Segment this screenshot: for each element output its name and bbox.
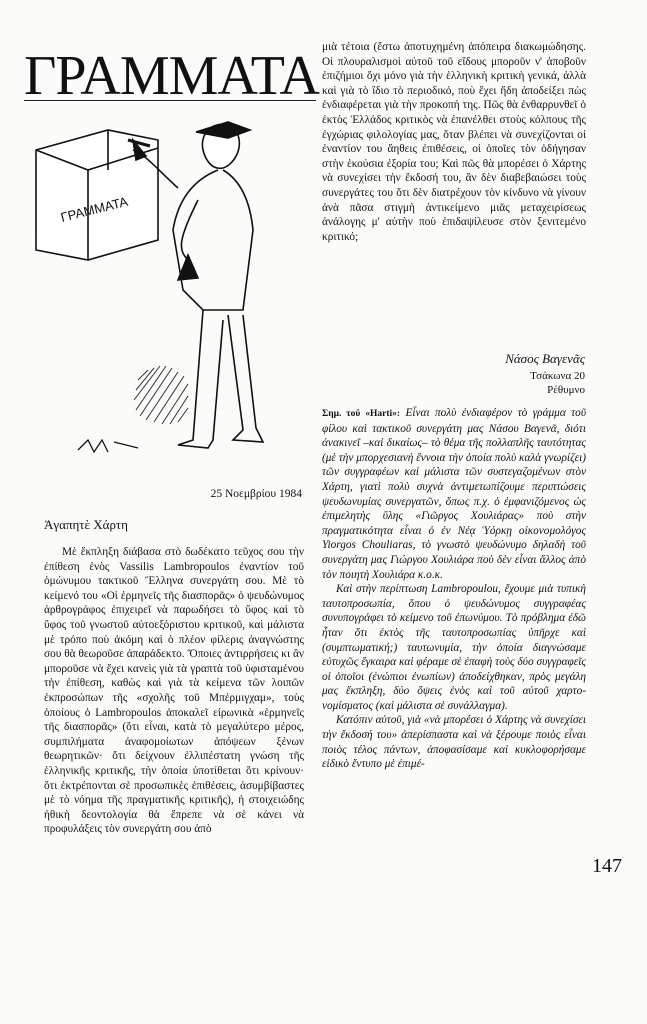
section-title: ΓΡΑΜΜΑΤΑ — [24, 45, 319, 107]
author-signature: Νάσος Βαγενᾶς — [505, 351, 585, 366]
letter-body-left — [44, 545, 304, 837]
editors-note-text-1: Εἶναι πολὺ ἐνδιαφέρον τὸ γράμμα τοῦ φίλου καὶ τακτικοῦ συνεργάτη μας Νάσου Βαγενᾶ, διότι ἀνακινεῖ –καὶ δικαίως– τὸ θέμα τῆς πολλαπλῆς ταυτότητας (μὲ τὴν μπορχεσιανὴ ἔννοια τὴν ὁποία πολὺ καλὰ γνωρίζει) τῶν συγγραφέων καὶ μάλιστα τῶν συστεγαζομένων στὸν Χάρτη, γιατὶ πολὺ συχνὰ ἀντιμετωπίζουμε περιπτώσεις ψευδωνυμίας συνεργατῶν, ὅπως π.χ. ὁ ἐμφανιζόμενος ὡς ἐπιμελητὴς ὕλης «Γιῶργος Χουλιάρας» ποὺ στὴν πραγματικότητα εἶναι ὁ ἐν Νέᾳ Ὑόρκῃ οἰκονομολόγος Yiorgos Chouliaras, τὸ γνωστὸ ψευδώνυμο δηλαδὴ τοῦ συνεργάτη μας Γιώργου Χουλιάρα ποὺ δὲν εἶναι ἄλλος ἀπὸ τὸν ποιητὴ Χουλιάρα κ.ο.κ. — [322, 407, 587, 581]
author-address-street: Τσάκωνα 20 — [530, 370, 585, 382]
salutation: Ἀγαπητὲ Χάρτη — [44, 517, 128, 532]
cartoon-illustration — [28, 110, 308, 470]
editors-note-lead: Σημ. τοῦ «Harti»: — [322, 409, 401, 419]
title-rule — [24, 100, 316, 101]
editors-note-paragraph-1 — [322, 406, 586, 582]
editors-note-paragraph-3: Κατόπιν αὐτοῦ, γιὰ «νὰ μπορέσει ὁ Χάρτης νὰ συνεχίσει τὴν ἔκδοσή του» ἀπερίσπαστα καὶ νὰ ξέρουμε ποιὸς εἶναι ποιὸς τέλος πάντων, ἀποφασίσαμε καὶ κυκλοφορήσαμε εἰδικὸ ἔντυπο μὲ ἐπιμέ- — [322, 714, 586, 771]
page-number: 147 — [592, 855, 622, 877]
editors-note-paragraph-2: Καὶ στὴν περίπτωση Lambropoulou, ἔχουμε μιὰ τυπικὴ ταυτοπροσωπία, ὅπου ὁ ψευδώνυμος συγγραφέας συνυπογράφει τὸ κείμενο τοῦ ἐπωνύμου. Τὸ πρόβλημα ἐδῶ ἦταν ὅτι ἐκτὸς τῆς ταυτοπροσωπίας ὑπῆρχε καὶ (συμπτωματική;) ταυτωνυμία, τὴν ὁποία διαγνώσαμε εὐτυχῶς ἔγκαιρα καὶ φέραμε σὲ ἐπαφὴ τοὺς δύο συγγραφεῖς οἱ ὁποῖοι (ἐνώπιοι ἐνωπίων) ἀποδείχθηκαν, πρὸς μεγάλη μας ἔκπληξη, δύο ὄψεις ἑνὸς καὶ τοῦ αὐτοῦ χαρτο-νομίσματος (καὶ μάλιστα σὲ συνάλλαγμα). — [322, 583, 586, 712]
author-address-city: Ρέθυμνο — [547, 384, 585, 396]
editors-note — [322, 406, 586, 772]
letter-paragraph: Μὲ ἔκπληξη διάβασα στὸ δωδέκατο τεῦχος σου τὴν ἐπίθεση ἑνὸς Vassilis Lambropoulos ἐναντίον τοῦ ὁμώνυμου τακτικοῦ Ἕλληνα συνεργάτη σου. Μὲ τὸ κείμενό του «Οἱ ἑρμηνεῖς τῆς διασπορᾶς» ὁ ψευδώνυμος ἀρθρογράφος ἐπιχειρεῖ νὰ παρωδήσει τὸ ὕφος καὶ τὸ ὕφος τοῦ γνωστοῦ αὐτοεξόριστου κριτικοῦ, καὶ μάλιστα μὲ τρόπο ποὺ ἀκόμη καὶ ὁ πλέον φίλερις ἀναγνώστης σου θὰ θεωροῦσε ἀπαράδεκτο. Ὅποιες ἀντιρρήσεις κι ἂν μποροῦσε νὰ ἔχει κανεὶς γιὰ τὰ γραπτὰ τοῦ ὑφισταμένου τὴν ἐπίθεση, καθὼς καὶ γιὰ τὰ κείμενα τῶν λοιπῶν ἐκπροσώπων τῆς «σχολῆς τοῦ Μπέρμιγχαμ», τοὺς ὁποίους ὁ Lambropoulos ἀποκαλεῖ εἰρωνικὰ «ἑρμηνεῖς τῆς διασπορᾶς» (ὅτι εἶναι, κατὰ τὸ μεγαλύτερο μέρος, συμπιλήματα ἀναφομοίωτων ἀπόψεων ξένων θεωρητικῶν· ὅτι δείχνουν ἐλλιπέστατη γνώση τῆς ἑλληνικῆς κριτικῆς, τὴν ὁποία ὑποτίθεται ὅτι κρίνουν· ὅτι ἐκτρέπονται σὲ προσωπικὲς ἐπιθέσεις, ἀσυμβίβαστες μὲ τὸ νόημα τῆς πραγματικῆς κριτικῆς), ἡ στοιχειώδης ἠθικὴ δεοντολογία θὰ ἔπρεπε νὰ σὲ κάνει νὰ προφυλάξεις τὸν συνεργάτη σου ἀπὸ — [44, 546, 304, 836]
letter-paragraph-continued: μιὰ τέτοια (ἔστω ἀποτυχημένη ἀπόπειρα διακωμώδησης. Οἱ πλουραλισμοὶ αὐτοῦ τοῦ εἴδους μποροῦν ν' ἀποβοῦν ἐπιζήμιοι ὄχι μόνο γιὰ τὴν ἑλληνικὴ κριτικὴ γενικά, ἀλλὰ καὶ γιὰ τὸ ἴδιο τὸ περιοδικό, ποὺ ἔχει ἤδη ἀποδείξει πὼς ἐνδιαφέρεται γιὰ τὴν προκοπή της. Πῶς θὰ ἐνθαρρυνθεῖ ὁ ἐκτὸς Ἑλλάδος κριτικὸς νὰ ἐπανέλθει στοὺς κόλπους τῆς ἐγχώριας φιλολογίας μας, ὅταν βλέπει νὰ συνεχίζονται οἱ ἐναντίον του ἄηθεις ἐπιθέσεις, οἱ ὁποῖες τὸν ὁδήγησαν στὴν ἑκούσια ἐξορία του; Καὶ πῶς θὰ μπορέσει ὁ Χάρτης νὰ συνεχίσει τὴν ἔκδοσή του, ἂν δὲν διαβεβαιώσει τοὺς συνεργάτες του ὅτι δὲν διατρέχουν τὸν κίνδυνο νὰ γίνουν ἀνὰ πᾶσα στιγμὴ ἀντικείμενο μιᾶς μεταχειρίσεως ἀνάλογης μ' αὐτὴν ποὺ ἐπιδαψίλευσε στὸν ξενιτεμένο κριτικό; — [322, 41, 586, 243]
mailbox-label: ΓΡΑΜΜΑΤΑ — [59, 193, 130, 225]
letter-body-right — [322, 40, 586, 244]
letter-date: 25 Νοεμβρίου 1984 — [210, 488, 302, 500]
